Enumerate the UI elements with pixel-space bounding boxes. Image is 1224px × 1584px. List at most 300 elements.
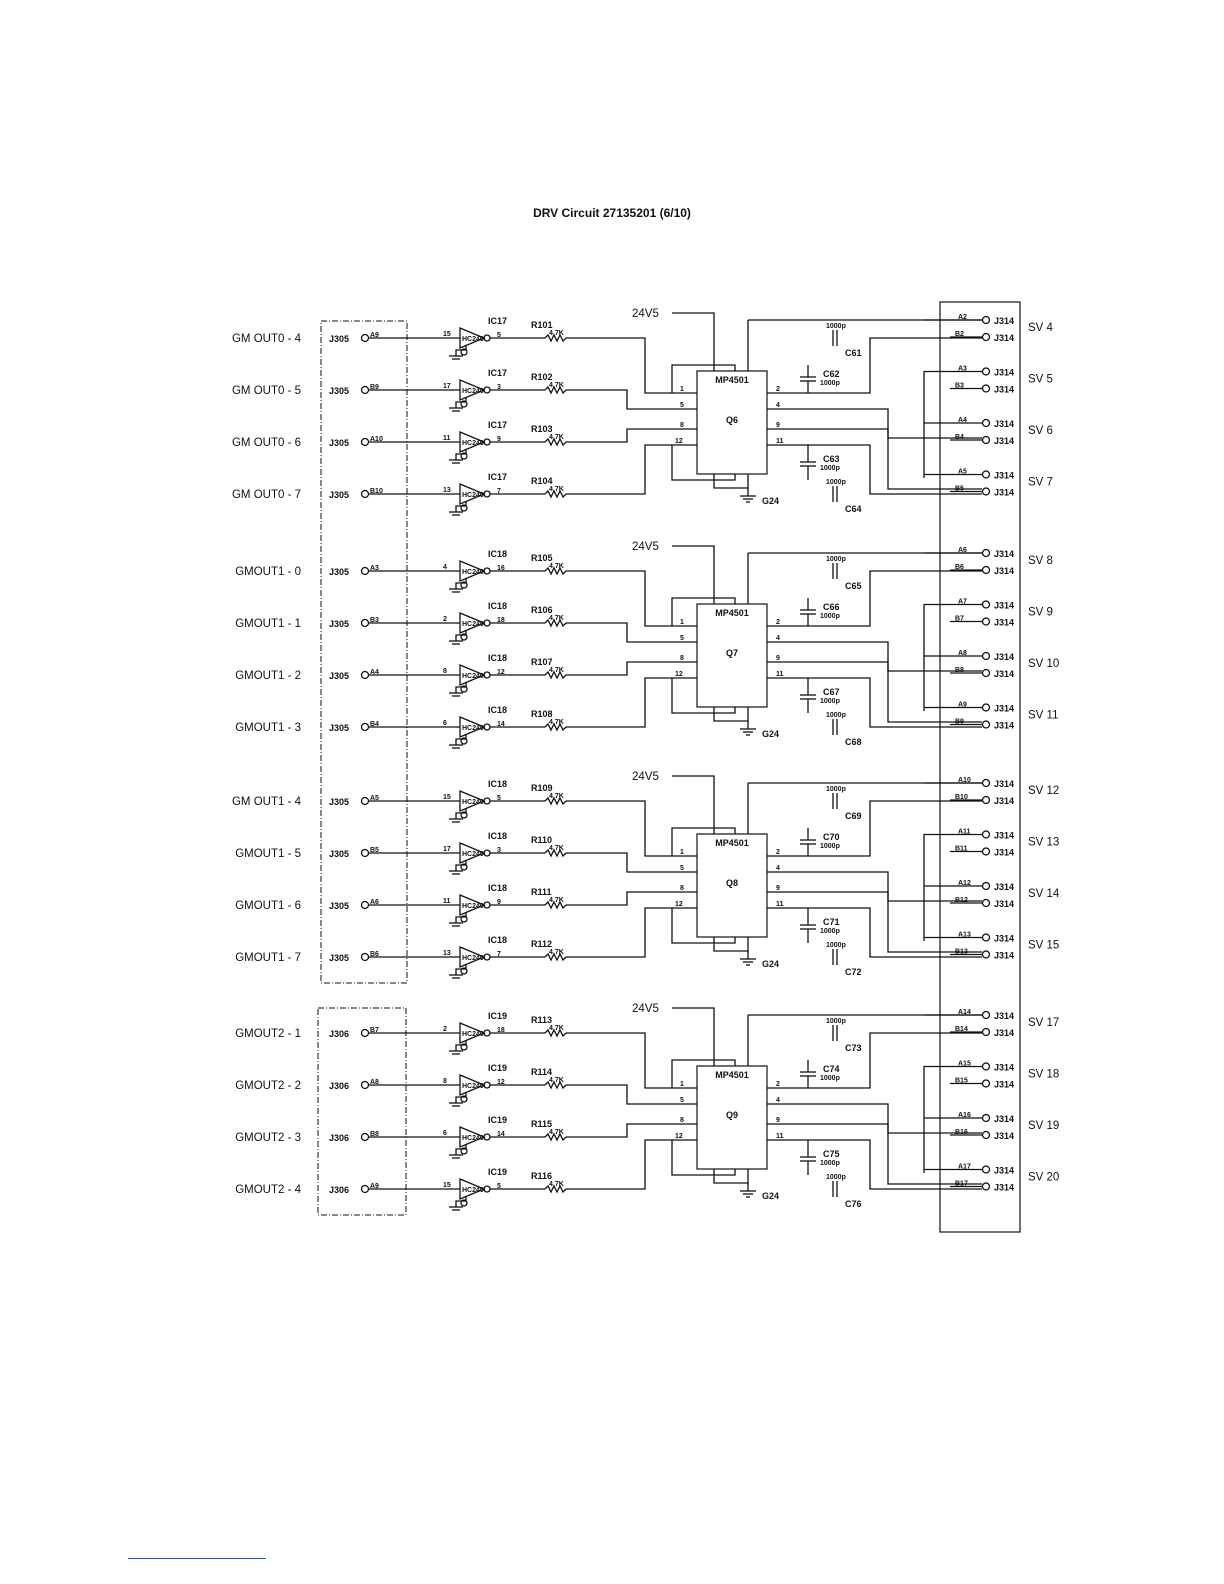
supply-wire <box>672 313 714 371</box>
transistor-label: Q9 <box>725 1110 739 1120</box>
connector-pin <box>983 1183 990 1190</box>
ic-label: IC17 <box>488 420 508 430</box>
pin-number: 8 <box>680 422 684 429</box>
output-pin-label: A13 <box>958 931 971 939</box>
output-pin-label: A12 <box>958 880 971 887</box>
connector-pin <box>362 335 369 342</box>
input-connector-label: J305 <box>329 723 350 733</box>
connector-pin <box>362 672 369 679</box>
connector-pin <box>983 1080 990 1087</box>
input-connector-label: J305 <box>329 334 350 344</box>
output-connector-label: J314 <box>994 1011 1015 1021</box>
connector-pin <box>362 902 369 909</box>
input-signal-label: GM OUT1 - 4 <box>231 796 301 808</box>
output-pin-label: A8 <box>958 650 967 657</box>
connector-pin <box>362 850 369 857</box>
ic-output-pin: 9 <box>497 899 501 906</box>
output-pin-label: A3 <box>958 365 967 373</box>
resistor-label: R109 <box>531 783 553 793</box>
input-pin-label: A10 <box>370 436 383 443</box>
solenoid-valve-label: SV 4 <box>1028 322 1053 334</box>
input-connector-label: J305 <box>329 901 350 911</box>
supply-label: 24V5 <box>632 308 659 320</box>
output-pin-label: A16 <box>958 1112 971 1119</box>
ic-input-pin: 15 <box>443 331 451 338</box>
output-pin-label: B6 <box>955 564 964 571</box>
pull-wire <box>672 445 735 480</box>
ic-label: IC17 <box>488 472 508 482</box>
capacitor-value: 1000p <box>820 928 840 935</box>
collector-wire <box>767 1140 982 1189</box>
solenoid-valve-label: SV 13 <box>1028 836 1060 849</box>
connector-pin <box>983 471 990 478</box>
transistor-part-label: MP4501 <box>715 375 749 385</box>
buffer-chip-label: HC240 <box>462 955 484 962</box>
ic-label: IC19 <box>488 1011 508 1021</box>
ic-output-pin: 7 <box>497 488 501 495</box>
output-connector-label: J314 <box>994 830 1015 841</box>
connector-pin <box>983 1063 990 1070</box>
input-connector-label: J305 <box>329 619 350 629</box>
output-connector-label: J314 <box>994 1079 1015 1090</box>
pull-wire <box>672 678 735 713</box>
buffer-chip-label: HC240 <box>462 336 484 343</box>
transistor-part-label: MP4501 <box>715 608 749 618</box>
resistor-value: 4.7K <box>549 667 564 674</box>
output-pin-label: B9 <box>955 718 964 726</box>
capacitor-value: 1000p <box>820 698 840 705</box>
connector-pin <box>983 437 990 444</box>
output-pin-label: A11 <box>958 828 971 836</box>
ground-label: G24 <box>762 496 780 506</box>
connector-pin <box>983 368 990 375</box>
input-connector-label: J305 <box>329 671 350 681</box>
ic-output-pin: 18 <box>497 1027 505 1034</box>
resistor-value: 4.7K <box>549 1181 564 1188</box>
connector-pin <box>983 900 990 907</box>
connector-pin <box>362 1082 369 1089</box>
connector-pin <box>362 954 369 961</box>
output-connector-label: J314 <box>994 384 1015 395</box>
pin-number: 4 <box>776 865 780 872</box>
resistor-value: 4.7K <box>549 897 564 904</box>
connector-pin <box>362 620 369 627</box>
capacitor-value: 1000p <box>820 1075 840 1082</box>
connector-pin <box>362 724 369 731</box>
output-pin-label: B8 <box>955 667 964 674</box>
pin-number: 2 <box>776 619 780 626</box>
output-pin-label: A4 <box>958 417 967 424</box>
solenoid-valve-label: SV 20 <box>1028 1171 1060 1184</box>
ground-wire <box>714 707 748 721</box>
pin-number: 12 <box>675 438 683 445</box>
input-pin-label: B4 <box>370 721 379 728</box>
capacitor-value: 1000p <box>820 613 840 620</box>
ic-output-pin: 5 <box>497 795 501 802</box>
ic-label: IC18 <box>488 779 508 789</box>
collector-wire <box>767 678 982 727</box>
base-wire <box>566 445 697 494</box>
resistor-label: R116 <box>531 1171 553 1181</box>
output-connector-label: J314 <box>994 933 1015 944</box>
ic-input-pin: 13 <box>443 487 451 494</box>
capacitor-value: 1000p <box>820 1160 840 1167</box>
output-pin-label: A9 <box>958 701 967 709</box>
output-pin-label: B15 <box>955 1077 968 1085</box>
buffer-chip-label: HC240 <box>462 621 484 628</box>
input-connector-label: J306 <box>329 1133 350 1143</box>
input-connector-label: J306 <box>329 1081 350 1091</box>
resistor-value: 4.7K <box>549 793 564 800</box>
ic-output-pin: 12 <box>497 669 505 676</box>
resistor-value: 4.7K <box>549 330 564 337</box>
base-wire <box>566 1140 697 1189</box>
ic-label: IC19 <box>488 1063 508 1073</box>
connector-pin <box>983 653 990 660</box>
output-connector-label: J314 <box>994 703 1015 714</box>
pull-wire <box>672 908 735 943</box>
resistor-label: R103 <box>531 424 553 434</box>
pin-number: 4 <box>776 402 780 409</box>
resistor-value: 4.7K <box>549 434 564 441</box>
connector-pin <box>362 387 369 394</box>
capacitor-value: 1000p <box>826 1174 846 1181</box>
solenoid-valve-label: SV 7 <box>1028 476 1053 489</box>
output-connector-label: J314 <box>994 1165 1015 1176</box>
connector-pin <box>983 334 990 341</box>
output-connector-label: J314 <box>994 882 1015 892</box>
ic-output-pin: 14 <box>497 721 505 728</box>
connector-pin <box>983 1012 990 1019</box>
output-connector-label: J314 <box>994 669 1015 679</box>
input-pin-label: A5 <box>370 795 379 802</box>
ic-input-pin: 15 <box>443 1182 451 1189</box>
input-signal-label: GM OUT0 - 4 <box>231 333 301 345</box>
input-pin-label: B10 <box>370 488 383 495</box>
output-connector-label: J314 <box>994 1062 1015 1073</box>
input-connector-label: J305 <box>329 567 350 577</box>
pin-number: 1 <box>680 619 684 626</box>
output-connector-label: J314 <box>994 1182 1015 1193</box>
connector-pin <box>983 567 990 574</box>
input-pin-label: A8 <box>370 1079 379 1086</box>
pin-number: 5 <box>680 635 684 642</box>
pin-number: 11 <box>776 671 784 678</box>
solenoid-valve-label: SV 8 <box>1028 555 1053 567</box>
capacitor-label: C68 <box>845 737 862 747</box>
ic-output-pin: 9 <box>497 436 501 443</box>
resistor-label: R115 <box>531 1119 553 1129</box>
connector-pin <box>983 848 990 855</box>
input-connector-label: J305 <box>329 849 350 859</box>
collector-wire <box>767 445 982 494</box>
input-connector-label: J305 <box>329 953 350 963</box>
solenoid-valve-label: SV 11 <box>1028 709 1059 722</box>
output-connector-label: J314 <box>994 796 1015 806</box>
output-pin-label: B17 <box>955 1180 968 1188</box>
connector-pin <box>983 721 990 728</box>
resistor-label: R102 <box>531 372 553 382</box>
input-pin-label: B6 <box>370 951 379 958</box>
input-signal-label: GM OUT0 - 7 <box>231 489 301 501</box>
capacitor-value: 1000p <box>826 1018 846 1025</box>
connector-pin <box>362 491 369 498</box>
transistor-part-label: MP4501 <box>715 838 749 848</box>
resistor-value: 4.7K <box>549 845 564 852</box>
ic-output-pin: 7 <box>497 951 501 958</box>
pin-number: 5 <box>680 865 684 872</box>
output-pin-label: A14 <box>958 1009 971 1016</box>
pin-number: 2 <box>776 1081 780 1088</box>
capacitor-label: C74 <box>823 1064 840 1074</box>
ic-output-pin: 14 <box>497 1131 505 1138</box>
ic-input-pin: 17 <box>443 846 451 853</box>
ground-label: G24 <box>762 959 780 969</box>
output-pin-label: B13 <box>955 948 968 956</box>
pin-number: 1 <box>680 849 684 856</box>
input-signal-label: GMOUT1 - 5 <box>235 848 301 860</box>
resistor-value: 4.7K <box>549 382 564 389</box>
buffer-chip-label: HC240 <box>462 673 484 680</box>
ic-output-pin: 3 <box>497 384 501 391</box>
input-signal-label: GM OUT0 - 6 <box>231 437 301 449</box>
ic-label: IC18 <box>488 831 508 841</box>
capacitor-value: 1000p <box>820 465 840 472</box>
resistor-value: 4.7K <box>549 1025 564 1032</box>
ic-input-pin: 6 <box>443 1130 447 1137</box>
connector-pin <box>983 951 990 958</box>
input-pin-label: A9 <box>370 332 379 339</box>
transistor-part-label: MP4501 <box>715 1070 749 1080</box>
input-connector-label: J306 <box>329 1185 350 1195</box>
ic-input-pin: 8 <box>443 668 447 675</box>
output-connector-label: J314 <box>994 367 1015 378</box>
connector-pin <box>362 568 369 575</box>
ground-wire <box>714 1169 748 1183</box>
ic-input-pin: 2 <box>443 616 447 623</box>
output-connector-label: J314 <box>994 566 1015 576</box>
resistor-label: R110 <box>531 835 553 845</box>
buffer-chip-label: HC240 <box>462 388 484 395</box>
input-signal-label: GMOUT1 - 2 <box>235 670 301 682</box>
ic-input-pin: 11 <box>443 898 451 905</box>
pin-number: 9 <box>776 885 780 892</box>
input-connector-label: J305 <box>329 386 350 396</box>
ic-label: IC18 <box>488 549 508 559</box>
capacitor-value: 1000p <box>820 843 840 850</box>
resistor-label: R111 <box>531 887 552 897</box>
output-connector-label: J314 <box>994 316 1015 326</box>
capacitor-label: C73 <box>845 1043 862 1053</box>
buffer-chip-label: HC240 <box>462 1135 484 1142</box>
transistor-label: Q6 <box>725 415 739 425</box>
output-pin-label: A10 <box>958 777 971 784</box>
ic-input-pin: 15 <box>443 794 451 801</box>
capacitor-label: C75 <box>823 1149 840 1159</box>
resistor-label: R104 <box>531 476 553 486</box>
transistor-label: Q8 <box>725 878 739 888</box>
capacitor-label: C71 <box>823 917 840 927</box>
resistor-label: R113 <box>531 1015 553 1025</box>
connector-pin <box>983 883 990 890</box>
connector-pin <box>983 618 990 625</box>
ic-output-pin: 18 <box>497 617 505 624</box>
output-pin-label: A17 <box>958 1163 971 1171</box>
buffer-chip-label: HC240 <box>462 903 484 910</box>
capacitor-value: 1000p <box>826 323 846 330</box>
connector-pin <box>362 798 369 805</box>
output-pin-label: A15 <box>958 1060 971 1068</box>
ic-output-pin: 16 <box>497 565 505 572</box>
capacitor-label: C64 <box>845 504 862 514</box>
output-connector-label: J314 <box>994 1028 1015 1038</box>
resistor-label: R112 <box>531 939 553 949</box>
capacitor-label: C67 <box>823 687 840 697</box>
collector-wire <box>767 1033 982 1088</box>
pin-number: 9 <box>776 422 780 429</box>
ic-label: IC18 <box>488 883 508 893</box>
ic-input-pin: 17 <box>443 383 451 390</box>
connector-pin <box>983 704 990 711</box>
output-pin-label: A2 <box>958 314 967 321</box>
ic-output-pin: 12 <box>497 1079 505 1086</box>
connector-pin <box>983 1029 990 1036</box>
input-connector-label: J305 <box>329 490 350 500</box>
output-pin-label: B2 <box>955 331 964 338</box>
input-signal-label: GMOUT1 - 0 <box>235 566 301 578</box>
pin-number: 1 <box>680 386 684 393</box>
footer-rule <box>128 1558 266 1559</box>
input-signal-label: GMOUT1 - 1 <box>235 618 301 630</box>
output-connector-label: J314 <box>994 950 1015 961</box>
connector-pin <box>983 780 990 787</box>
ic-input-pin: 6 <box>443 720 447 727</box>
supply-label: 24V5 <box>632 1003 659 1015</box>
output-pin-label: B10 <box>955 794 968 801</box>
page-title: DRV Circuit 27135201 (6/10) <box>533 206 691 220</box>
connector-pin <box>983 934 990 941</box>
output-connector-label: J314 <box>994 419 1015 429</box>
input-connector-label: J306 <box>329 1029 350 1039</box>
solenoid-valve-label: SV 15 <box>1028 939 1060 952</box>
connector-pin <box>362 439 369 446</box>
ic-label: IC17 <box>488 368 508 378</box>
resistor-label: R107 <box>531 657 553 667</box>
collector-wire <box>767 338 982 393</box>
ic-input-pin: 13 <box>443 950 451 957</box>
input-pin-label: A9 <box>370 1183 379 1190</box>
capacitor-label: C69 <box>845 811 862 821</box>
resistor-value: 4.7K <box>549 486 564 493</box>
connector-pin <box>983 797 990 804</box>
input-signal-label: GMOUT1 - 6 <box>235 900 301 912</box>
ic-output-pin: 5 <box>497 1183 501 1190</box>
pin-number: 1 <box>680 1081 684 1088</box>
pin-number: 12 <box>675 901 683 908</box>
ground-label: G24 <box>762 729 780 739</box>
buffer-chip-label: HC240 <box>462 440 484 447</box>
pin-number: 11 <box>776 1133 784 1140</box>
pin-number: 12 <box>675 1133 683 1140</box>
pin-number: 8 <box>680 1117 684 1124</box>
connector-pin <box>362 1030 369 1037</box>
collector-wire <box>767 908 982 957</box>
connector-pin <box>983 385 990 392</box>
resistor-value: 4.7K <box>549 563 564 570</box>
pin-number: 9 <box>776 655 780 662</box>
output-connector-label: J314 <box>994 847 1015 858</box>
output-pin-label: B5 <box>955 485 964 493</box>
solenoid-valve-label: SV 12 <box>1028 785 1060 797</box>
ic-label: IC19 <box>488 1115 508 1125</box>
output-connector-label: J314 <box>994 720 1015 731</box>
connector-pin <box>983 831 990 838</box>
solenoid-valve-label: SV 19 <box>1028 1120 1060 1132</box>
ground-wire <box>714 474 748 488</box>
input-signal-label: GMOUT1 - 3 <box>235 722 301 734</box>
pin-number: 5 <box>680 1097 684 1104</box>
input-pin-label: A6 <box>370 899 379 906</box>
connector-pin <box>983 488 990 495</box>
transistor-label: Q7 <box>725 648 739 658</box>
capacitor-value: 1000p <box>826 479 846 486</box>
capacitor-label: C70 <box>823 832 840 842</box>
input-pin-label: A4 <box>370 669 379 676</box>
connector-j305-outline <box>321 321 407 983</box>
buffer-chip-label: HC240 <box>462 569 484 576</box>
connector-pin <box>983 1132 990 1139</box>
supply-label: 24V5 <box>632 771 659 783</box>
buffer-chip-label: HC240 <box>462 799 484 806</box>
solenoid-valve-label: SV 10 <box>1028 658 1060 670</box>
output-connector-label: J314 <box>994 600 1015 611</box>
connector-pin <box>983 550 990 557</box>
base-wire <box>566 678 697 727</box>
connector-pin <box>983 1166 990 1173</box>
supply-wire <box>672 1008 714 1066</box>
output-connector-label: J314 <box>994 333 1015 343</box>
ic-label: IC18 <box>488 935 508 945</box>
input-pin-label: B7 <box>370 1027 379 1034</box>
capacitor-label: C65 <box>845 581 862 591</box>
capacitor-label: C61 <box>845 348 862 358</box>
output-pin-label: B11 <box>955 845 968 853</box>
output-pin-label: A5 <box>958 468 967 476</box>
output-connector-label: J314 <box>994 617 1015 628</box>
resistor-value: 4.7K <box>549 949 564 956</box>
resistor-value: 4.7K <box>549 1077 564 1084</box>
pin-number: 11 <box>776 901 784 908</box>
output-pin-label: A7 <box>958 598 967 606</box>
output-connector-label: J314 <box>994 1131 1015 1141</box>
output-pin-label: B4 <box>955 434 964 441</box>
resistor-value: 4.7K <box>549 615 564 622</box>
solenoid-valve-label: SV 18 <box>1028 1068 1060 1081</box>
connector-pin <box>983 601 990 608</box>
output-pin-label: A6 <box>958 547 967 554</box>
buffer-chip-label: HC240 <box>462 1187 484 1194</box>
pin-number: 5 <box>680 402 684 409</box>
connector-pin <box>983 420 990 427</box>
output-connector-label: J314 <box>994 487 1015 498</box>
output-connector-label: J314 <box>994 779 1015 789</box>
input-signal-label: GMOUT2 - 2 <box>235 1080 301 1092</box>
input-signal-label: GMOUT1 - 7 <box>235 952 301 964</box>
input-connector-label: J305 <box>329 438 350 448</box>
capacitor-label: C62 <box>823 369 840 379</box>
ic-label: IC19 <box>488 1167 508 1177</box>
pin-number: 4 <box>776 635 780 642</box>
